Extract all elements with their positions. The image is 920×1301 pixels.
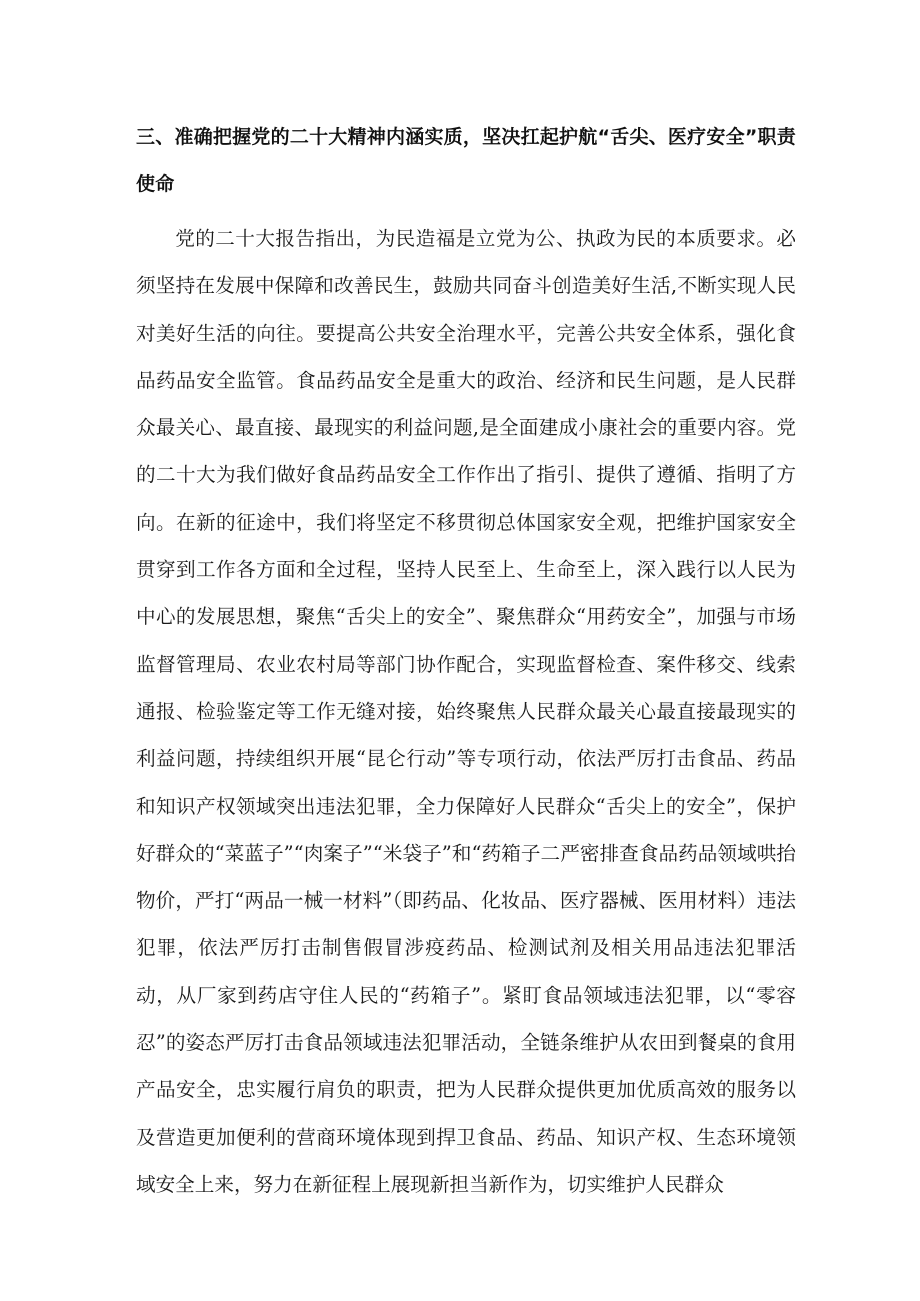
body-paragraph: 党的二十大报告指出，为民造福是立党为公、执政为民的本质要求。必须坚持在发展中保障和改善民生，鼓励共同奋斗创造美好生活,不断实现人民对美好生活的向往。要提高公共安全治理水平，完善公共安全体系，强化食品药品安全监管。食品药品安全是重大的政治、经济和民生问题，是人民群众最关心、最直接、最现实的利益问题,是全面建成小康社会的重要内容。党的二十大为我们做好食品药品安全工作作出了指引、提供了遵循、指明了方向。在新的征途中，我们将坚定不移贯彻总体国家安全观，把维护国家安全贯穿到工作各方面和全过程，坚持人民至上、生命至上，深入践行以人民为中心的发展思想，聚焦“舌尖上的安全”、聚焦群众“用药安全”，加强与市场监督管理局、农业农村局等部门协作配合，实现监督检查、案件移交、线索通报、检验鉴定等工作无缝对接，始终聚焦人民群众最关心最直接最现实的利益问题，持续组织开展“昆仑行动”等专项行动，依法严厉打击食品、药品和知识产权领域突出违法犯罪，全力保障好人民群众“舌尖上的安全”，保护好群众的“菜蓝子”“肉案子”“米袋子”和“药箱子二严密排查食品药品领域哄抬物价，严打“两品一械一材料”（即药品、化妆品、医疗器械、医用材料）违法犯罪，依法严厉打击制售假冒涉疫药品、检测试剂及相关用品违法犯罪活动，从厂家到药店守住人民的“药箱子”。紧盯食品领域违法犯罪，以“零容忍”的姿态严厉打击食品领域违法犯罪活动，全链条维护从农田到餐桌的食用产品安全，忠实履行肩负的职责，把为人民群众提供更加优质高效的服务以及营造更加便利的营商环境体现到捍卫食品、药品、知识产权、生态环境领域安全上来，努力在新征程上展现新担当新作为，切实维护人民群众 — [136, 227, 796, 1196]
section-heading: 三、准确把握党的二十大精神内涵实质，坚决扛起护航“舌尖、医疗安全”职责使命 — [136, 126, 796, 195]
